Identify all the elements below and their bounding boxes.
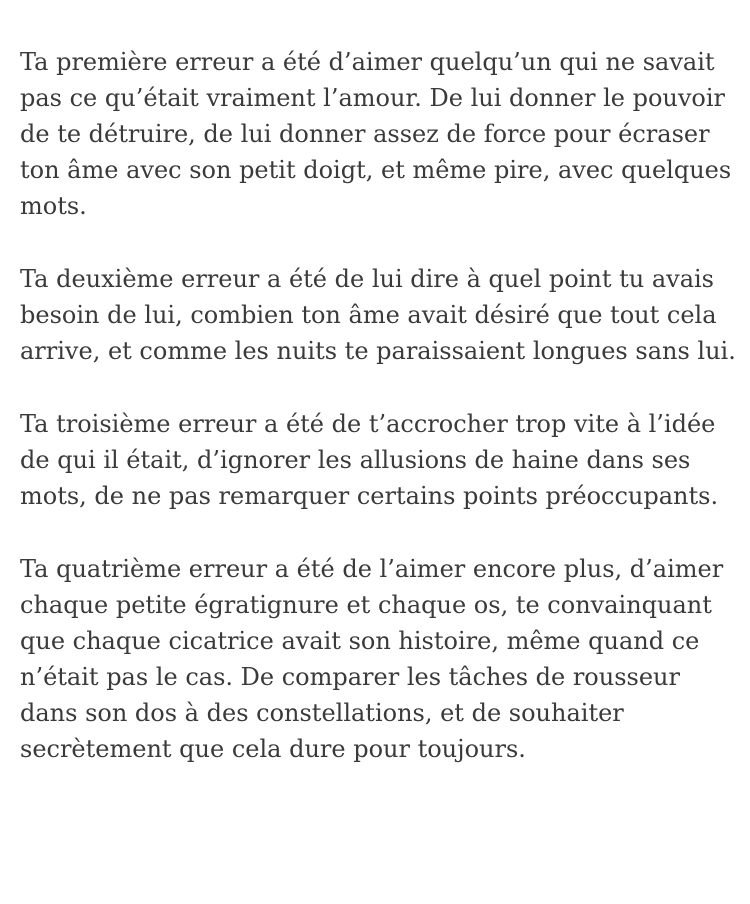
paragraph-second-error: Ta deuxième erreur a été de lui dire à quel point tu avais besoin de lui, combien ton âme avait désiré que tout cela arrive, et comme les nuits te paraissaient longues sans lui. — [20, 265, 736, 365]
text-document — [20, 44, 740, 767]
paragraph-fourth-error: Ta quatrième erreur a été de l’aimer encore plus, d’aimer chaque petite égratignure et chaque os, te convainquant que chaque cicatrice avait son histoire, même quand ce n’était pas le cas. De comparer les tâches de rousseur dans son dos à des constellations, et de souhaiter secrètement que cela dure pour toujours. — [20, 555, 724, 763]
paragraph-first-error: Ta première erreur a été d’aimer quelqu’un qui ne savait pas ce qu’était vraiment l’amour. De lui donner le pouvoir de te détruire, de lui donner assez de force pour écraser ton âme avec son petit doigt, et même pire, avec quelques mots. — [20, 48, 732, 220]
paragraph-third-error: Ta troisième erreur a été de t’accrocher trop vite à l’idée de qui il était, d’ignorer les allusions de haine dans ses mots, de ne pas remarquer certains points préoccupants. — [20, 410, 719, 510]
